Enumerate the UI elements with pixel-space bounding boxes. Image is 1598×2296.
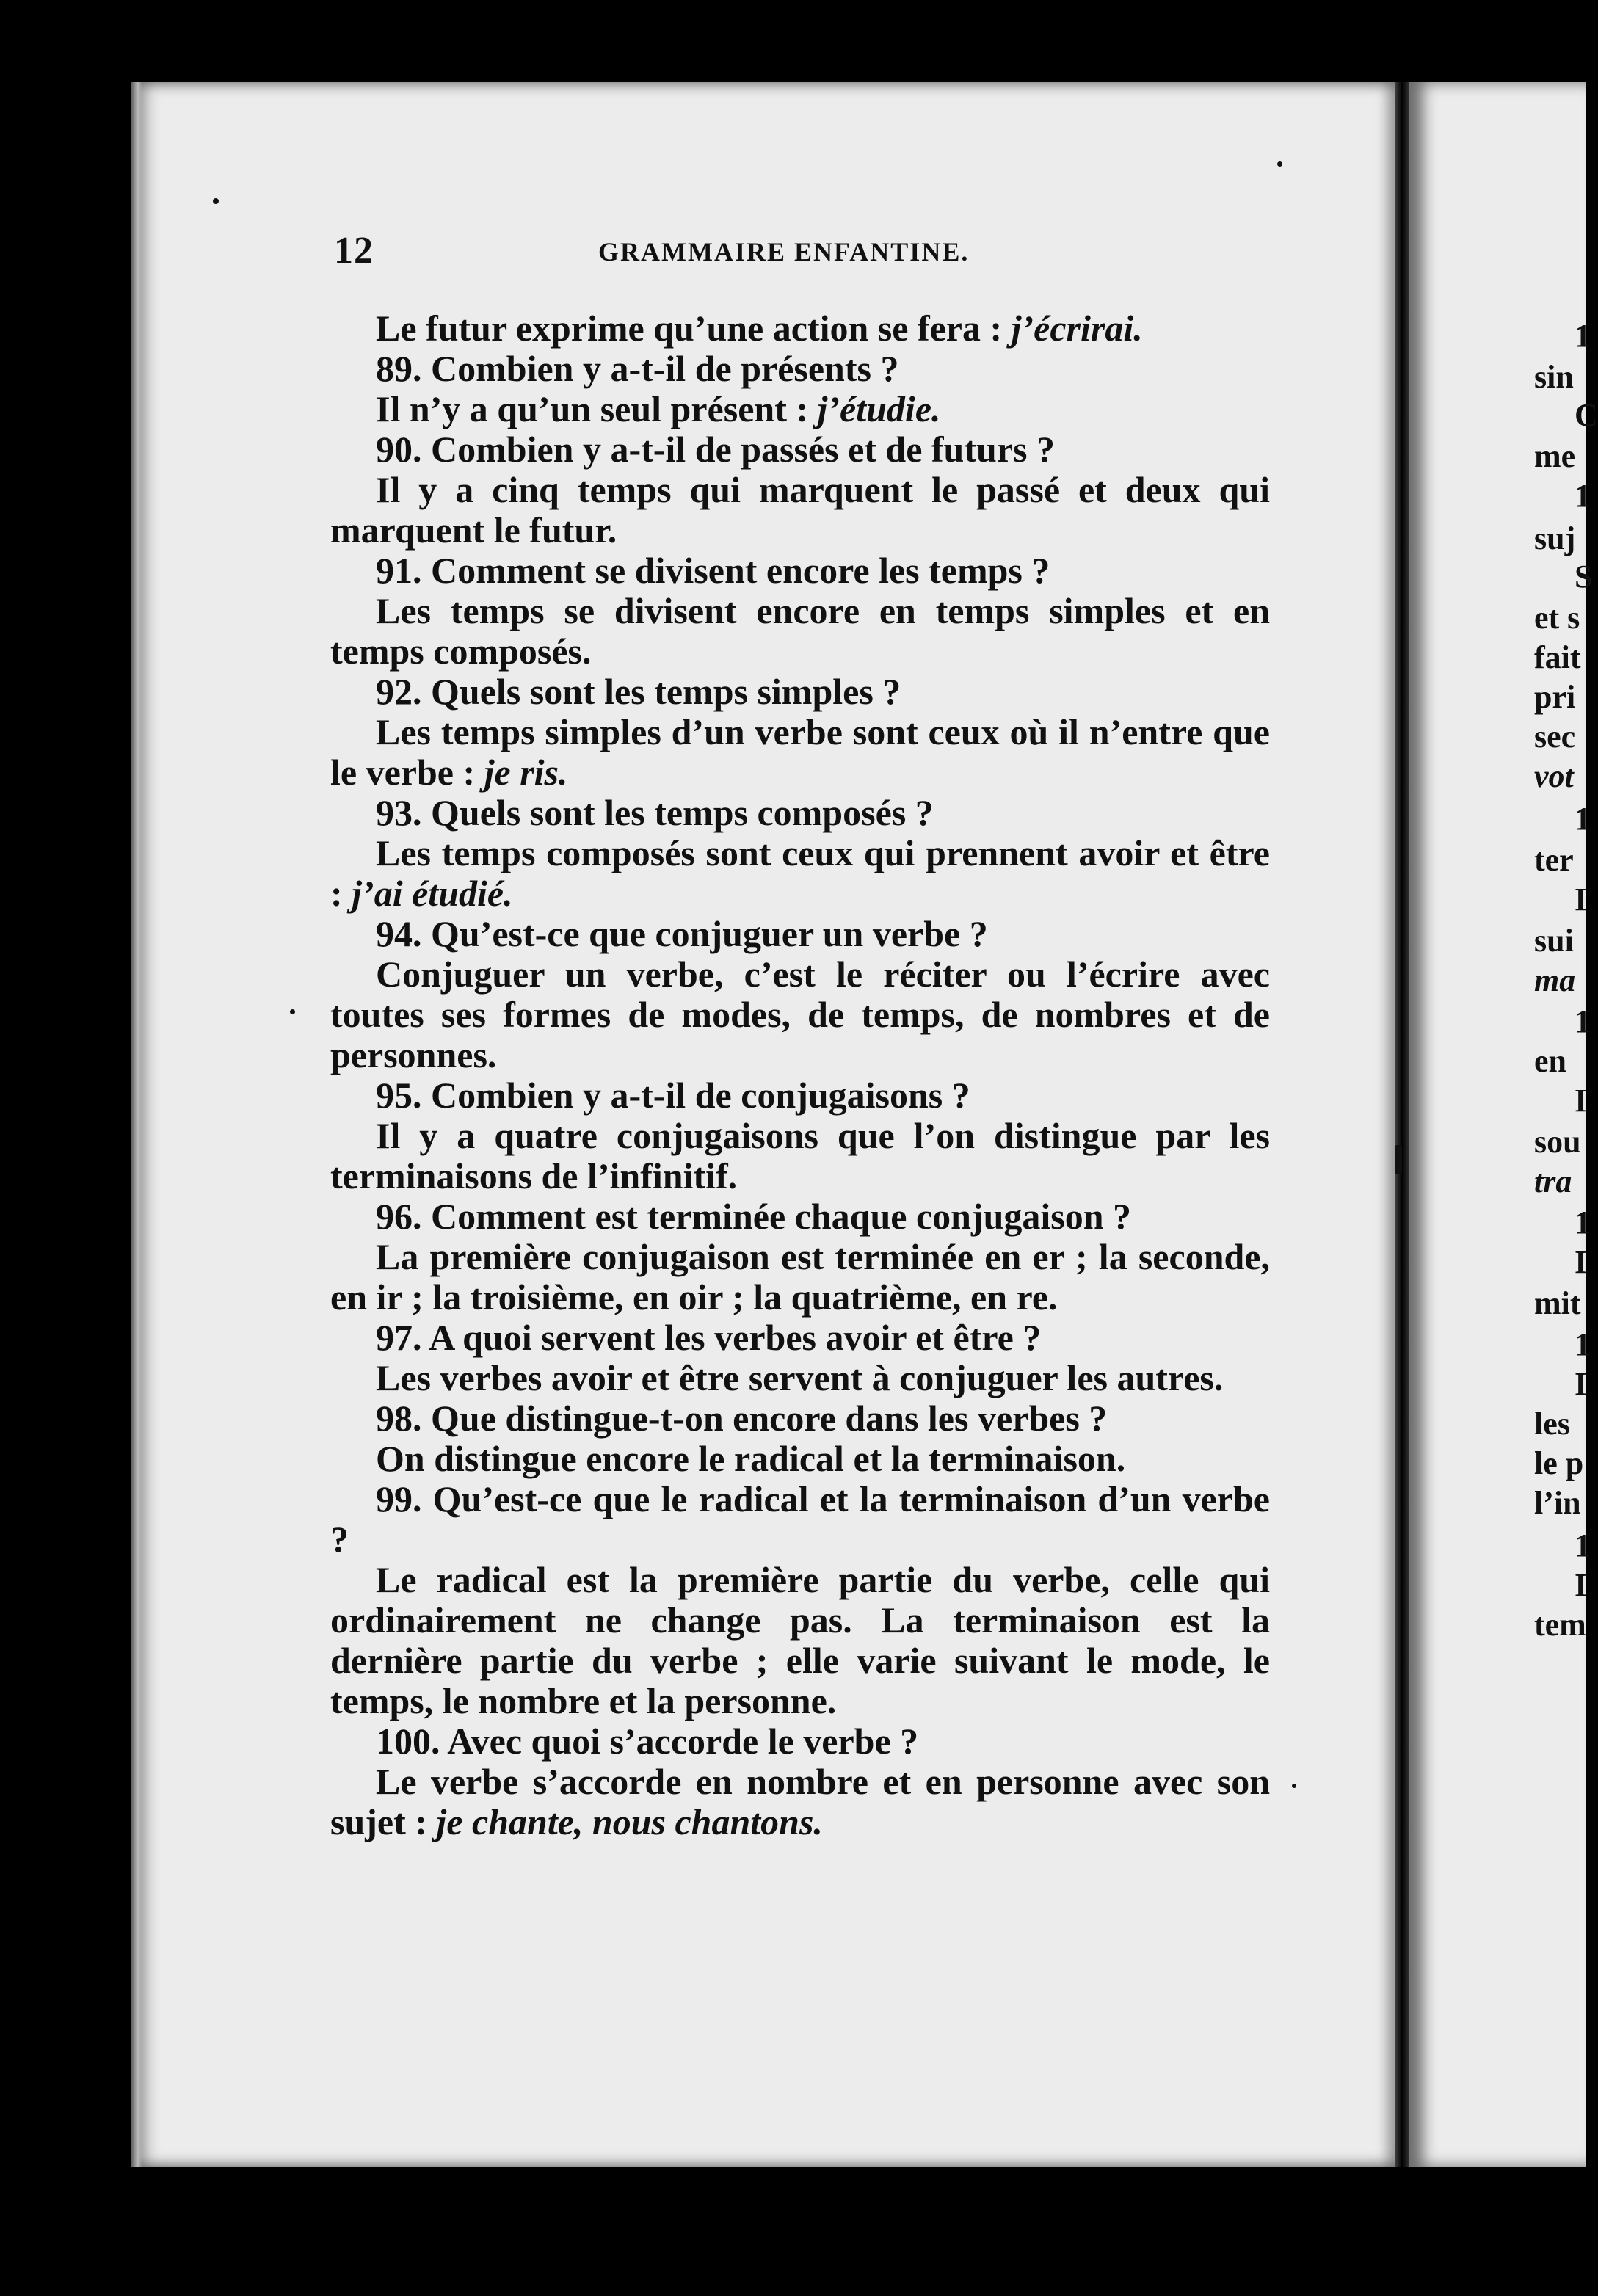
answer-paragraph [330, 591, 1270, 672]
text-run: Le verbe s’accorde en nombre et en personne avec son sujet : [330, 1761, 1270, 1842]
facing-page-fragment: et s [1534, 600, 1580, 636]
answer-paragraph [330, 1560, 1270, 1721]
facing-page-fragment: sin [1534, 359, 1574, 395]
facing-page-fragment: 1 [1575, 1527, 1591, 1563]
scan-speck [213, 198, 219, 204]
facing-page-fragment: suj [1534, 520, 1576, 556]
scan-speck [290, 1009, 295, 1014]
answer-paragraph [330, 1116, 1270, 1196]
question-paragraph [330, 914, 1270, 954]
answer-paragraph [330, 1237, 1270, 1318]
text-run: La première conjugaison est terminée en er ; la seconde, en ir ; la troisième, en oir ; la quatrième, en re. [330, 1236, 1270, 1318]
question-paragraph [330, 1196, 1270, 1237]
question-paragraph [330, 793, 1270, 833]
text-run: 94. Qu’est-ce que conjuguer un verbe ? [376, 913, 988, 954]
book-gutter [1395, 82, 1409, 2167]
text-run: 96. Comment est terminée chaque conjugaison ? [376, 1196, 1132, 1237]
text-run: 95. Combien y a-t-il de conjugaisons ? [376, 1075, 970, 1116]
page-body [330, 308, 1270, 1842]
facing-page-fragment: 1 [1575, 1003, 1591, 1039]
facing-page-fragment: sui [1534, 923, 1574, 959]
facing-page-fragment: 1 [1575, 1205, 1591, 1240]
facing-page-fragment: C [1575, 397, 1598, 433]
facing-page-fragment: tra [1534, 1163, 1572, 1199]
page-number: 12 [334, 230, 374, 272]
facing-page-fragment: sou [1534, 1124, 1581, 1160]
facing-page-fragment: mit [1534, 1285, 1581, 1321]
text-run: 97. A quoi servent les verbes avoir et être ? [376, 1317, 1042, 1358]
facing-page-fragment: pri [1534, 679, 1576, 715]
text-run: Les temps se divisent encore en temps simples et en temps composés. [330, 590, 1270, 672]
answer-paragraph [330, 712, 1270, 793]
text-run: 99. Qu’est-ce que le radical et la terminaison d’un verbe ? [330, 1478, 1270, 1560]
facing-page-fragment: S [1575, 559, 1593, 595]
question-paragraph [330, 1398, 1270, 1439]
facing-page-fragment: I [1575, 1244, 1588, 1280]
question-paragraph [330, 551, 1270, 591]
scan-speck [1277, 161, 1282, 167]
text-run: Conjuguer un verbe, c’est le réciter ou l’écrire avec toutes ses formes de modes, de temps, de nombres et de personnes. [330, 953, 1270, 1075]
text-run: Les temps composés sont ceux qui prennent avoir et être : [330, 832, 1270, 914]
facing-page-fragment: me [1534, 438, 1576, 474]
scan-speck [1292, 1784, 1296, 1788]
scan-speck [1395, 1145, 1402, 1174]
facing-page-fragment: I [1575, 1567, 1588, 1603]
italic-example: je ris. [484, 752, 568, 793]
facing-page-fragment: 1 [1575, 318, 1591, 354]
facing-page-fragment: I [1575, 1366, 1588, 1402]
italic-example: j’étudie. [817, 388, 941, 429]
text-run: 100. Avec quoi s’accorde le verbe ? [376, 1721, 919, 1762]
facing-page-fragment: fait [1534, 639, 1581, 675]
text-run: 90. Combien y a-t-il de passés et de futurs ? [376, 429, 1055, 470]
italic-example: je chante, nous chantons. [436, 1801, 823, 1842]
facing-page-fragment: sec [1534, 719, 1576, 755]
facing-page-fragment: l’in [1534, 1485, 1581, 1521]
question-paragraph [330, 1721, 1270, 1762]
question-paragraph [330, 672, 1270, 712]
question-paragraph [330, 1075, 1270, 1116]
text-run: On distingue encore le radical et la terminaison. [376, 1438, 1126, 1479]
question-paragraph [330, 349, 1270, 389]
text-run: 91. Comment se divisent encore les temps ? [376, 550, 1050, 591]
text-run: 92. Quels sont les temps simples ? [376, 671, 901, 712]
text-run: Les temps simples d’un verbe sont ceux où il n’entre que le verbe : [330, 711, 1270, 793]
text-run: 98. Que distingue-t-on encore dans les verbes ? [376, 1398, 1108, 1439]
question-paragraph [330, 429, 1270, 470]
text-run: 89. Combien y a-t-il de présents ? [376, 348, 899, 389]
facing-page-fragment: 1 [1575, 1326, 1591, 1362]
answer-paragraph [330, 1762, 1270, 1842]
page-header [334, 229, 1281, 273]
italic-example: j’écrirai. [1011, 308, 1143, 349]
answer-paragraph [330, 1358, 1270, 1398]
facing-page-fragment: vot [1534, 758, 1574, 794]
text-run: Le radical est la première partie du verbe, celle qui ordinairement ne change pas. La terminaison est la dernière partie du verbe ; elle varie suivant le mode, le temps, le nombre et la personne. [330, 1559, 1270, 1721]
question-paragraph [330, 1479, 1270, 1560]
facing-page-fragment: I [1575, 1083, 1588, 1119]
facing-page-fragment: les [1534, 1406, 1570, 1442]
answer-paragraph [330, 954, 1270, 1075]
text-run: Les verbes avoir et être servent à conjuguer les autres. [376, 1357, 1224, 1398]
answer-paragraph [330, 833, 1270, 914]
facing-page-fragment: en [1534, 1043, 1566, 1079]
text-run: Il n’y a qu’un seul présent : [376, 388, 818, 429]
text-run: Il y a quatre conjugaisons que l’on distingue par les terminaisons de l’infinitif. [330, 1115, 1270, 1196]
text-run: Le futur exprime qu’une action se fera : [376, 308, 1012, 349]
facing-page-fragment: ter [1534, 842, 1574, 878]
answer-paragraph [330, 389, 1270, 429]
answer-paragraph [330, 1439, 1270, 1479]
question-paragraph [330, 1318, 1270, 1358]
running-head: GRAMMAIRE ENFANTINE. [598, 237, 970, 266]
facing-page-fragment: ma [1534, 962, 1576, 998]
facing-page-fragment: 1 [1575, 801, 1591, 837]
italic-example: j’ai étudié. [352, 873, 513, 914]
facing-page-fragment: tem [1534, 1607, 1586, 1643]
answer-paragraph [330, 308, 1270, 349]
text-run: 93. Quels sont les temps composés ? [376, 792, 934, 833]
facing-page-fragment: I [1575, 882, 1588, 918]
facing-page-fragment: le p [1534, 1445, 1584, 1481]
facing-page-fragment: 1 [1575, 478, 1591, 514]
text-run: Il y a cinq temps qui marquent le passé et deux qui marquent le futur. [330, 469, 1270, 551]
answer-paragraph [330, 470, 1270, 551]
